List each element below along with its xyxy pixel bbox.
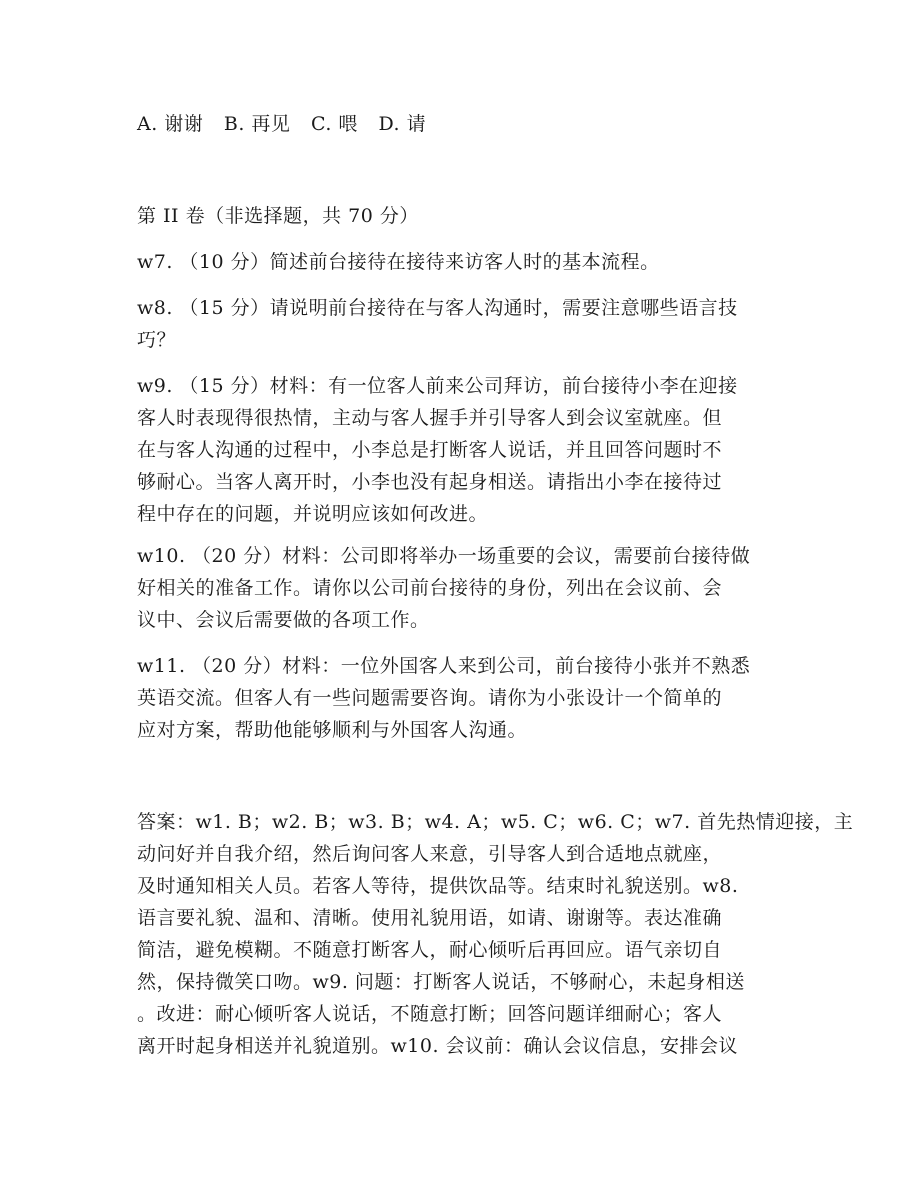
section-title: 第 II 卷（非选择题，共 70 分） bbox=[137, 205, 419, 227]
answer-line: 答案：w1. B；w2. B；w3. B；w4. A；w5. C；w6. C；w7. 首先热情迎接，主 bbox=[137, 811, 854, 833]
answer-line: 动问好并自我介绍，然后询问客人来意，引导客人到合适地点就座， bbox=[137, 843, 723, 865]
answer-line: 及时通知相关人员。若客人等待，提供饮品等。结束时礼貌送别。w8. bbox=[137, 875, 739, 897]
answer-key bbox=[137, 806, 853, 1062]
question-line: 在与客人沟通的过程中，小李总是打断客人说话，并且回答问题时不 bbox=[137, 439, 723, 461]
question-line: 程中存在的问题，并说明应该如何改进。 bbox=[137, 503, 489, 525]
question-line: w9. （15 分）材料：有一位客人前来公司拜访，前台接待小李在迎接 bbox=[137, 375, 738, 397]
question-w8 bbox=[137, 292, 738, 356]
option-a: A. 谢谢 bbox=[137, 113, 204, 135]
question-line: 够耐心。当客人离开时，小李也没有起身相送。请指出小李在接待过 bbox=[137, 471, 723, 493]
question-line: 巧？ bbox=[137, 329, 177, 351]
answer-line: 。改进：耐心倾听客人说话，不随意打断；回答问题详细耐心；客人 bbox=[137, 1003, 723, 1025]
question-line: w8. （15 分）请说明前台接待在与客人沟通时，需要注意哪些语言技 bbox=[137, 297, 738, 319]
option-d: D. 请 bbox=[378, 113, 427, 135]
answer-line: 然，保持微笑口吻。w9. 问题：打断客人说话，不够耐心，未起身相送 bbox=[137, 971, 745, 993]
question-line: 客人时表现得很热情，主动与客人握手并引导客人到会议室就座。但 bbox=[137, 407, 723, 429]
answer-options bbox=[137, 108, 440, 140]
answer-line: 简洁，避免模糊。不随意打断客人，耐心倾听后再回应。语气亲切自 bbox=[137, 939, 723, 961]
option-b: B. 再见 bbox=[223, 113, 291, 135]
question-line: w11. （20 分）材料：一位外国客人来到公司，前台接待小张并不熟悉 bbox=[137, 655, 751, 677]
question-w11 bbox=[137, 650, 750, 746]
question-line: w7. （10 分）简述前台接待在接待来访客人时的基本流程。 bbox=[137, 251, 660, 273]
question-line: 应对方案，帮助他能够顺利与外国客人沟通。 bbox=[137, 719, 528, 741]
question-line: 英语交流。但客人有一些问题需要咨询。请你为小张设计一个简单的 bbox=[137, 687, 723, 709]
question-line: 好相关的准备工作。请你以公司前台接待的身份，列出在会议前、会 bbox=[137, 577, 723, 599]
question-w10 bbox=[137, 540, 750, 636]
question-line: w10. （20 分）材料：公司即将举办一场重要的会议，需要前台接待做 bbox=[137, 545, 751, 567]
question-w7 bbox=[137, 246, 660, 278]
question-line: 议中、会议后需要做的各项工作。 bbox=[137, 609, 430, 631]
option-c: C. 喂 bbox=[310, 113, 358, 135]
answer-line: 离开时起身相送并礼貌道别。w10. 会议前：确认会议信息，安排会议 bbox=[137, 1035, 739, 1057]
answer-line: 语言要礼貌、温和、清晰。使用礼貌用语，如请、谢谢等。表达准确 bbox=[137, 907, 723, 929]
question-w9 bbox=[137, 370, 738, 530]
